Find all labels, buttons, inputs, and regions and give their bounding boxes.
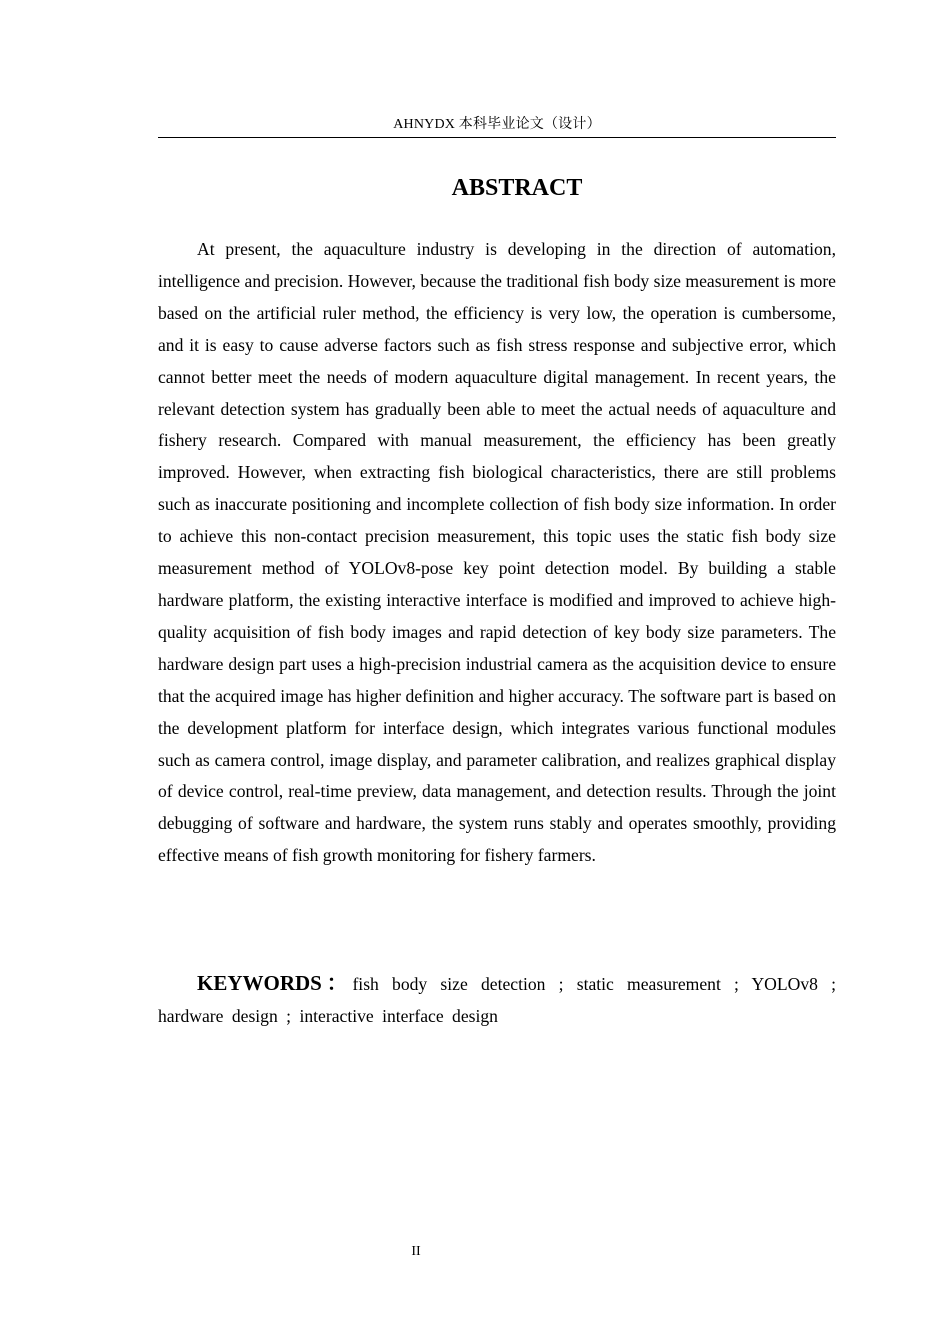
keywords-paragraph (158, 967, 836, 1032)
keywords-text: fish body size detection ; static measurement ; YOLOv8 ; hardware design ; interactive interface design (158, 974, 837, 1026)
keywords-label: KEYWORDS： (197, 971, 353, 995)
abstract-body: At present, the aquaculture industry is developing in the direction of automation, intelligence and precision. However, because the traditional fish body size measurement is more based on the artificial ruler method, the efficiency is very low, the operation is cumbersome, and it is easy to cause adverse factors such as fish stress response and subjective error, which cannot better meet the needs of modern aquaculture digital management. In recent years, the relevant detection system has gradually been able to meet the actual needs of aquaculture and fishery research. Compared with manual measurement, the efficiency has been greatly improved. However, when extracting fish biological characteristics, there are still problems such as inaccurate positioning and incomplete collection of fish body size information. In order to achieve this non-contact precision measurement, this topic uses the static fish body size measurement method of YOLOv8-pose key point detection model. By building a stable hardware platform, the existing interactive interface is modified and improved to achieve high-quality acquisition of fish body images and rapid detection of key body size parameters. The hardware design part uses a high-precision industrial camera as the acquisition device to ensure that the acquired image has higher definition and higher accuracy. The software part is based on the development platform for interface design, which integrates various functional modules such as camera control, image display, and parameter calibration, and realizes graphical display of device control, real-time preview, data management, and detection results. Through the joint debugging of software and hardware, the system runs stably and operates smoothly, providing effective means of fish growth monitoring for fishery farmers. (158, 239, 836, 866)
header-rule (158, 137, 836, 138)
page-number: II (411, 1244, 421, 1259)
running-header: AHNYDX 本科毕业论文（设计） (393, 117, 601, 132)
abstract-title: ABSTRACT (451, 175, 583, 201)
